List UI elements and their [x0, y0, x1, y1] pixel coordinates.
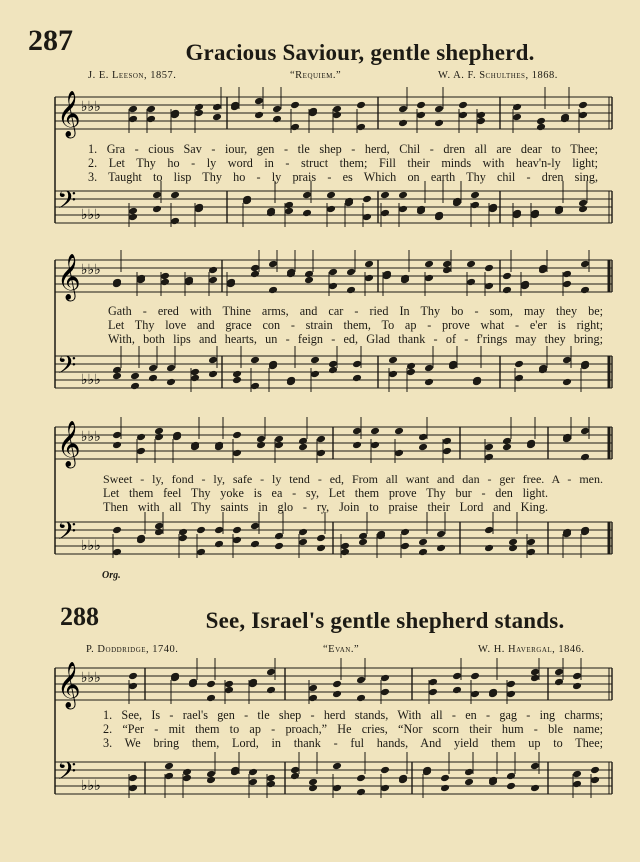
treble-clef-icon: 𝄞	[57, 91, 81, 137]
note-head	[136, 433, 146, 442]
note-head	[484, 282, 494, 291]
note-head	[152, 205, 162, 214]
note-head	[332, 690, 342, 699]
note-head	[514, 374, 524, 383]
note-head	[304, 270, 314, 279]
hymn-title: See, Israel's gentle shepherd stands.	[205, 608, 565, 633]
key-signature-flats: ♭♭♭	[81, 207, 101, 223]
note-head	[470, 201, 480, 210]
note-head	[440, 774, 450, 783]
note-head	[214, 540, 224, 549]
note-head	[266, 668, 276, 677]
note-head	[572, 780, 582, 789]
note-head	[212, 113, 222, 122]
note-head	[128, 784, 138, 793]
note-head	[316, 435, 326, 444]
note-head	[326, 191, 336, 200]
note-head	[290, 101, 300, 110]
note-head	[380, 784, 390, 793]
note-head	[274, 441, 284, 450]
verse-line: Let them feel Thy yoke is ea - sy, Let them prove Thy bur - den light.	[103, 486, 548, 500]
note-head	[418, 548, 428, 557]
note-head	[484, 443, 494, 452]
note-head	[400, 528, 410, 537]
note-head	[362, 213, 372, 222]
note-head	[112, 441, 122, 450]
note-head	[502, 286, 512, 295]
note-head	[148, 364, 158, 373]
note-head	[266, 780, 276, 789]
verse-line: 1. Gra - cious Sav - iour, gen - tle shep - herd, Chil - dren all are dear to Thee;	[88, 142, 598, 156]
note-head	[332, 784, 342, 793]
note-head	[380, 766, 390, 775]
note-head	[466, 260, 476, 269]
note-head	[418, 538, 428, 547]
note-head	[128, 213, 138, 222]
composer: W. A. F. Schulthes, 1868.	[438, 70, 558, 81]
note-head	[248, 768, 258, 777]
note-head	[434, 119, 444, 128]
note-head	[170, 191, 180, 200]
note-head	[194, 103, 204, 112]
note-head	[418, 433, 428, 442]
note-head	[398, 105, 408, 114]
note-head	[182, 768, 192, 777]
note-head	[136, 447, 146, 456]
note-head	[206, 776, 216, 785]
note-head	[394, 449, 404, 458]
note-head	[166, 378, 176, 387]
note-head	[328, 268, 338, 277]
note-head	[130, 372, 140, 381]
verse-line: Then with all Thy saints in glo - ry, Join to praise their Lord and King.	[103, 500, 548, 514]
bass-clef-icon: 𝄢	[57, 517, 77, 552]
note-head	[562, 378, 572, 387]
note-head	[580, 427, 590, 436]
hymn-number: 288	[60, 602, 99, 631]
note-head	[394, 427, 404, 436]
note-head	[352, 427, 362, 436]
note-head	[290, 123, 300, 132]
note-head	[554, 678, 564, 687]
note-head	[406, 362, 416, 371]
note-head	[356, 101, 366, 110]
verse-line: 3. Taught to lisp Thy ho - ly prais - es Which on earth Thy chil - dren sing,	[88, 170, 598, 184]
key-signature-flats: ♭♭♭	[81, 99, 101, 115]
note-head	[506, 782, 516, 791]
note-head	[250, 356, 260, 365]
note-head	[484, 453, 494, 462]
note-head	[272, 105, 282, 114]
note-head	[332, 680, 342, 689]
note-head	[256, 441, 266, 450]
note-head	[352, 360, 362, 369]
note-head	[290, 772, 300, 781]
note-head	[440, 784, 450, 793]
note-head	[562, 270, 572, 279]
note-head	[284, 201, 294, 210]
note-head	[224, 686, 234, 695]
note-head	[128, 774, 138, 783]
note-head	[506, 690, 516, 699]
note-head	[112, 431, 122, 440]
note-head	[308, 784, 318, 793]
note-head	[164, 772, 174, 781]
note-head	[530, 674, 540, 683]
note-head	[380, 688, 390, 697]
note-head	[442, 447, 452, 456]
note-head	[268, 286, 278, 295]
note-head	[298, 528, 308, 537]
bass-clef-icon: 𝄢	[57, 351, 77, 386]
note-head	[370, 427, 380, 436]
treble-clef-icon: 𝄞	[57, 662, 81, 708]
note-head	[358, 532, 368, 541]
note-head	[464, 768, 474, 777]
note-head	[424, 260, 434, 269]
note-head	[298, 538, 308, 547]
note-head	[442, 437, 452, 446]
note-head	[466, 278, 476, 287]
note-head	[356, 694, 366, 703]
note-head	[232, 370, 242, 379]
note-head	[128, 672, 138, 681]
note-head	[298, 437, 308, 446]
note-head	[470, 672, 480, 681]
note-head	[250, 522, 260, 531]
note-head	[536, 123, 546, 132]
key-signature-flats: ♭♭♭	[81, 372, 101, 388]
bass-clef-icon: 𝄢	[57, 757, 77, 792]
key-signature-flats: ♭♭♭	[81, 670, 101, 686]
note-head	[470, 690, 480, 699]
note-head	[112, 548, 122, 557]
note-head	[250, 270, 260, 279]
note-head	[388, 356, 398, 365]
note-head	[128, 105, 138, 114]
note-head	[388, 370, 398, 379]
note-head	[580, 286, 590, 295]
note-head	[356, 788, 366, 797]
note-head	[208, 266, 218, 275]
note-head	[268, 260, 278, 269]
note-head	[562, 356, 572, 365]
note-head	[152, 191, 162, 200]
note-head	[506, 680, 516, 689]
note-head	[572, 672, 582, 681]
note-head	[154, 528, 164, 537]
note-head	[398, 191, 408, 200]
note-head	[206, 694, 216, 703]
note-head	[170, 217, 180, 226]
verse-line: Sweet - ly, fond - ly, safe - ly tend - ed, From all want and dan - ger free. A - men.	[103, 472, 603, 486]
note-head	[554, 668, 564, 677]
note-head	[208, 356, 218, 365]
note-head	[464, 778, 474, 787]
note-head	[452, 686, 462, 695]
note-head	[196, 548, 206, 557]
note-head	[530, 762, 540, 771]
note-head	[316, 449, 326, 458]
note-head	[380, 191, 390, 200]
note-head	[526, 538, 536, 547]
note-head	[316, 544, 326, 553]
note-head	[590, 766, 600, 775]
verse-line: 3. We bring them, Lord, in thank - ful hands, And yield them up to Thee;	[103, 736, 603, 750]
note-head	[512, 113, 522, 122]
note-head	[364, 260, 374, 269]
note-head	[332, 111, 342, 120]
note-head	[356, 123, 366, 132]
verse-line: Gath - ered with Thine arms, and car - ried In Thy bo - som, may they be;	[108, 304, 603, 318]
note-head	[232, 526, 242, 535]
note-head	[310, 370, 320, 379]
verse-line: With, both lips and hearts, un - feign - ed, Glad thank - of - f'rings may they bring;	[108, 332, 603, 346]
note-head	[232, 449, 242, 458]
note-head	[248, 778, 258, 787]
note-head	[160, 278, 170, 287]
note-head	[154, 433, 164, 442]
note-head	[328, 282, 338, 291]
note-head	[398, 205, 408, 214]
note-head	[416, 101, 426, 110]
note-head	[424, 364, 434, 373]
composer: W. H. Havergal, 1846.	[478, 644, 585, 655]
note-head	[484, 264, 494, 273]
note-head	[502, 437, 512, 446]
note-head	[332, 762, 342, 771]
key-signature-flats: ♭♭♭	[81, 538, 101, 554]
note-head	[250, 540, 260, 549]
note-head	[380, 674, 390, 683]
note-head	[128, 115, 138, 124]
key-signature-flats: ♭♭♭	[81, 262, 101, 278]
note-head	[370, 441, 380, 450]
note-head	[512, 103, 522, 112]
note-head	[266, 686, 276, 695]
note-head	[470, 191, 480, 200]
key-signature-flats: ♭♭♭	[81, 429, 101, 445]
note-head	[232, 431, 242, 440]
note-head	[206, 680, 216, 689]
note-head	[572, 770, 582, 779]
note-head	[146, 105, 156, 114]
note-head	[274, 532, 284, 541]
note-head	[484, 544, 494, 553]
note-head	[328, 366, 338, 375]
note-head	[340, 548, 350, 557]
note-head	[428, 678, 438, 687]
note-head	[514, 360, 524, 369]
note-head	[578, 205, 588, 214]
note-head	[250, 382, 260, 391]
author: P. Doddridge, 1740.	[86, 644, 179, 655]
note-head	[526, 548, 536, 557]
note-head	[352, 374, 362, 383]
note-head	[112, 526, 122, 535]
note-head	[400, 542, 410, 551]
verse-line: 2. “Per - mit them to ap - proach,” He cries, “Nor scorn their hum - ble name;	[103, 722, 603, 736]
note-head	[458, 111, 468, 120]
note-head	[578, 111, 588, 120]
note-head	[308, 694, 318, 703]
note-head	[212, 103, 222, 112]
verse-line: 1. See, Is - rael's gen - tle shep - herd stands, With all - en - gag - ing charms;	[103, 708, 603, 722]
note-head	[362, 195, 372, 204]
note-head	[434, 105, 444, 114]
note-head	[398, 119, 408, 128]
note-head	[316, 534, 326, 543]
note-head	[578, 101, 588, 110]
note-head	[148, 374, 158, 383]
note-head	[580, 453, 590, 462]
note-head	[416, 111, 426, 120]
note-head	[530, 784, 540, 793]
note-head	[476, 111, 486, 120]
note-head	[506, 772, 516, 781]
note-head	[452, 672, 462, 681]
verse-line: Let Thy love and grace con - strain them, To ap - prove what - e'er is right;	[108, 318, 603, 332]
note-head	[580, 260, 590, 269]
note-head	[562, 280, 572, 289]
note-head	[590, 776, 600, 785]
note-head	[254, 97, 264, 106]
note-head	[436, 530, 446, 539]
note-head	[572, 682, 582, 691]
note-head	[346, 286, 356, 295]
note-head	[364, 274, 374, 283]
note-head	[380, 209, 390, 218]
note-head	[232, 536, 242, 545]
hymn-title: Gracious Saviour, gentle shepherd.	[185, 40, 535, 65]
note-head	[310, 356, 320, 365]
note-head	[502, 272, 512, 281]
note-head	[214, 526, 224, 535]
note-head	[352, 441, 362, 450]
note-head	[112, 366, 122, 375]
note-head	[442, 266, 452, 275]
note-head	[508, 544, 518, 553]
bass-clef-icon: 𝄢	[57, 186, 77, 221]
note-head	[208, 276, 218, 285]
note-head	[326, 205, 336, 214]
note-head	[458, 101, 468, 110]
note-head	[164, 762, 174, 771]
organ-mark: Org.	[102, 570, 121, 581]
note-head	[190, 374, 200, 383]
note-head	[272, 115, 282, 124]
note-head	[302, 209, 312, 218]
treble-clef-icon: 𝄞	[57, 254, 81, 300]
note-head	[130, 382, 140, 391]
note-head	[274, 542, 284, 551]
note-head	[418, 443, 428, 452]
note-head	[146, 115, 156, 124]
author: J. E. Leeson, 1857.	[88, 70, 177, 81]
note-head	[308, 684, 318, 693]
note-head	[302, 191, 312, 200]
note-head	[436, 544, 446, 553]
note-head	[356, 676, 366, 685]
key-signature-flats: ♭♭♭	[81, 778, 101, 794]
note-head	[346, 268, 356, 277]
note-head	[428, 688, 438, 697]
note-head	[196, 526, 206, 535]
note-head	[178, 528, 188, 537]
verse-line: 2. Let Thy ho - ly word in - struct them; Fill their minds with heav'n-ly light;	[88, 156, 598, 170]
treble-clef-icon: 𝄞	[57, 421, 81, 467]
note-head	[424, 274, 434, 283]
note-head	[128, 682, 138, 691]
note-head	[208, 370, 218, 379]
tune-name: “Requiem.”	[290, 70, 342, 81]
tune-name: “Evan.”	[323, 644, 360, 655]
note-head	[166, 364, 176, 373]
hymn-number: 287	[28, 24, 73, 57]
note-head	[254, 111, 264, 120]
note-head	[356, 774, 366, 783]
note-head	[424, 378, 434, 387]
note-head	[484, 526, 494, 535]
